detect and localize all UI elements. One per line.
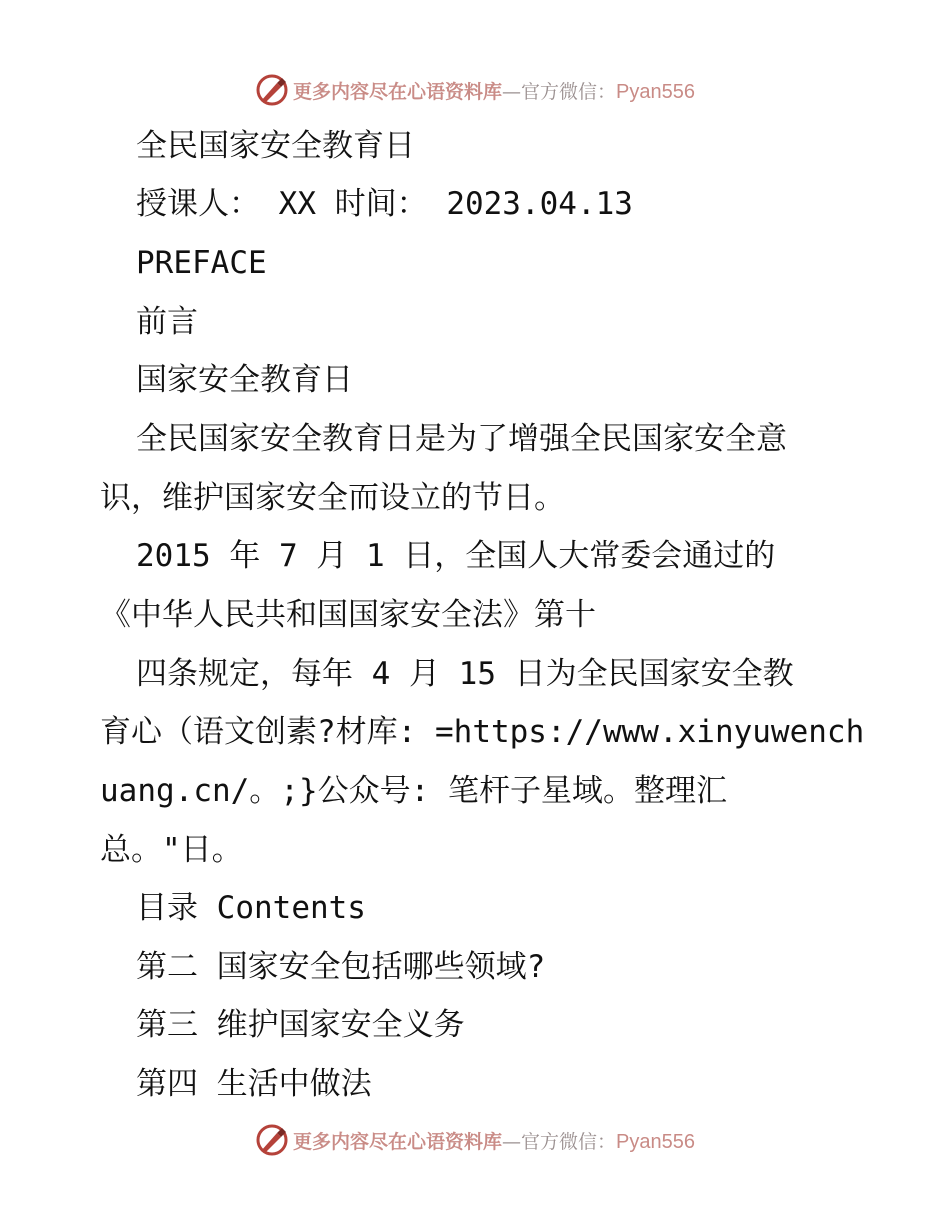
contents-heading: 目录 Contents: [136, 890, 366, 926]
contents-item: 第二 国家安全包括哪些领域?: [136, 949, 546, 985]
watermark-text: [293, 1127, 695, 1154]
lecturer-time-line: 授课人： XX 时间： 2023.04.13: [136, 186, 633, 222]
paragraph-line: 四条规定，每年 4 月 15 日为全民国家安全教: [136, 656, 794, 692]
watermark-site-text: 更多内容尽在心语资料库: [293, 1130, 503, 1153]
watermark-dash: —: [502, 80, 522, 103]
watermark-text: [293, 77, 695, 104]
header-watermark: [0, 70, 950, 110]
paragraph-line: 识，维护国家安全而设立的节日。: [100, 480, 565, 516]
contents-item: 第四 生活中做法: [136, 1066, 372, 1102]
paragraph-line: 总。"日。: [100, 832, 243, 868]
watermark-handle: Pyan556: [616, 1130, 695, 1153]
paragraph-line: 《中华人民共和国国家安全法》第十: [100, 597, 596, 633]
contents-item: 第三 维护国家安全义务: [136, 1007, 465, 1043]
watermark-dash: —: [502, 1130, 522, 1153]
footer-watermark: [0, 1120, 950, 1160]
paragraph-line: 全民国家安全教育日是为了增强全民国家安全意: [136, 421, 787, 457]
paragraph-line: 2015 年 7 月 1 日，全国人大常委会通过的: [136, 538, 776, 574]
section-heading: 国家安全教育日: [136, 362, 353, 398]
preface-cn-heading: 前言: [136, 304, 198, 340]
paragraph-line: 育心（语文创素?材库: =https://www.xinyuwench: [100, 714, 865, 750]
document-title: 全民国家安全教育日: [136, 128, 415, 164]
pen-logo-icon: [255, 73, 289, 107]
watermark-handle: Pyan556: [616, 80, 695, 103]
watermark-site-text: 更多内容尽在心语资料库: [293, 80, 503, 103]
paragraph-line: uang.cn/。;}公众号: 笔杆子星域。整理汇: [100, 773, 727, 809]
watermark-official-label: 官方微信：: [521, 1130, 617, 1153]
preface-heading: PREFACE: [136, 245, 267, 281]
pen-logo-icon: [255, 1123, 289, 1157]
watermark-official-label: 官方微信：: [521, 80, 617, 103]
